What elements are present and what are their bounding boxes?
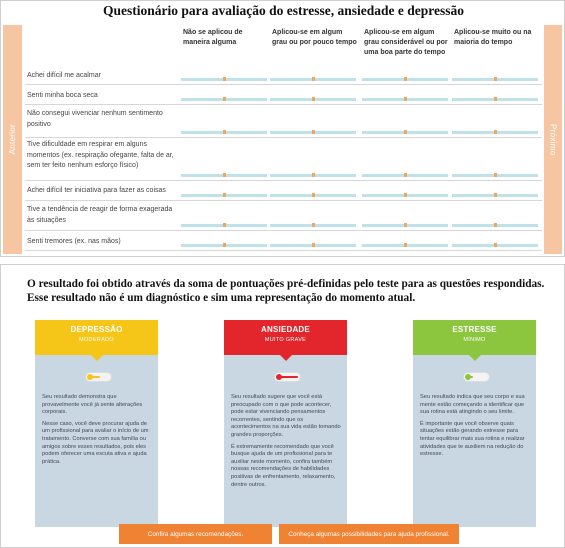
stress-card: [413, 320, 536, 527]
depression-card-header: [35, 320, 158, 355]
answer-option-slot[interactable]: [270, 244, 356, 247]
depression-card-notch: [90, 354, 104, 361]
answer-option-slot[interactable]: [362, 224, 448, 227]
question-text: Tive dificuldade em respirar em alguns momentos (ex. respiração ofegante, falta de ar, sem ter feito nenhum esforço físico): [27, 141, 174, 169]
answer-option-slot[interactable]: [362, 98, 448, 101]
answer-option-slot[interactable]: [270, 174, 356, 177]
stress-card-body: [420, 394, 532, 463]
option-marker-icon: [404, 193, 407, 197]
answer-option-slot[interactable]: [362, 131, 448, 134]
professional-help-button[interactable]: Conheça algumas possibilidades para ajuda profissional.: [279, 524, 459, 544]
stress-card-level: MÍNIMO: [463, 337, 486, 343]
answer-option-slot[interactable]: [181, 131, 267, 134]
option-marker-icon: [223, 193, 226, 197]
option-marker-icon: [404, 243, 407, 247]
answer-option-slot[interactable]: [452, 194, 538, 197]
depression-card-paragraph: Seu resultado demonstra que provavelmente você já sente alterações corporais.: [42, 394, 143, 416]
option-marker-icon: [404, 173, 407, 177]
answer-option-slot[interactable]: [270, 224, 356, 227]
option-marker-icon: [312, 223, 315, 227]
answer-option-slot[interactable]: [452, 98, 538, 101]
option-marker-icon: [404, 77, 407, 81]
question-row: [25, 181, 542, 201]
depression-card-body: [42, 394, 154, 470]
column-header-often: Aplicou-se em algum grau considerável ou por uma boa parte do tempo: [364, 29, 448, 56]
stress-card-paragraph: É importante que você observe quais situações estão gerando estresse para tentar equilibrar mais sua rotina e realizar atividades que te auxiliem na redução do estresse.: [420, 420, 525, 458]
answer-option-slot[interactable]: [181, 244, 267, 247]
option-marker-icon: [494, 97, 497, 101]
column-header-sometimes: Aplicou-se em algum grau ou por pouco tempo: [272, 29, 357, 46]
stress-card-title: ESTRESSE: [452, 325, 497, 334]
anxiety-card-paragraph: É extremamente recomendado que você busque ajuda de um profissional para te auxiliar neste momento, confira também nossas recomendações de habilidades positivas de enfrentamento, relaxamento, dentre outros.: [231, 443, 336, 488]
answer-option-slot[interactable]: [181, 224, 267, 227]
option-marker-icon: [494, 243, 497, 247]
question-text: Senti minha boca seca: [27, 92, 98, 99]
option-marker-icon: [494, 223, 497, 227]
answer-option-slot[interactable]: [362, 174, 448, 177]
answer-option-slot[interactable]: [362, 194, 448, 197]
answer-option-slot[interactable]: [181, 174, 267, 177]
question-text: Não consegui vivenciar nenhum sentimento positivo: [27, 110, 163, 128]
answer-option-slot[interactable]: [270, 131, 356, 134]
depression-card-title: DEPRESSÃO: [70, 325, 123, 334]
question-row: [25, 105, 542, 138]
option-marker-icon: [312, 77, 315, 81]
questionnaire-title: Questionário para avaliação do estresse, ansiedade e depressão: [103, 3, 464, 18]
answer-option-slot[interactable]: [270, 78, 356, 81]
question-text: Tive a tendência de reagir de forma exagerada às situações: [27, 206, 173, 224]
question-row: [25, 231, 542, 251]
option-marker-icon: [223, 77, 226, 81]
answer-option-slot[interactable]: [362, 244, 448, 247]
answer-option-slot[interactable]: [270, 194, 356, 197]
anxiety-card-header: [224, 320, 347, 355]
next-button[interactable]: [544, 25, 562, 254]
stress-card-notch: [468, 354, 482, 361]
results-panel: [0, 264, 565, 548]
column-header-never: Não se aplicou de maneira alguma: [183, 29, 243, 46]
answer-option-slot[interactable]: [452, 174, 538, 177]
option-marker-icon: [312, 130, 315, 134]
option-marker-icon: [404, 97, 407, 101]
answer-option-slot[interactable]: [452, 78, 538, 81]
anxiety-card: [224, 320, 347, 527]
answer-option-slot[interactable]: [181, 98, 267, 101]
option-marker-icon: [223, 97, 226, 101]
thermometer-icon: [85, 372, 112, 382]
next-button-label: Próximo: [548, 123, 558, 156]
question-text: Achei difícil me acalmar: [27, 72, 101, 79]
previous-button[interactable]: [3, 25, 22, 254]
question-text: Achei difícil ter iniciativa para fazer as coisas: [27, 187, 166, 194]
anxiety-card-title: ANSIEDADE: [261, 325, 310, 334]
question-text: Senti tremores (ex. nas mãos): [27, 238, 121, 245]
anxiety-card-level: MUITO GRAVE: [264, 337, 307, 343]
anxiety-card-body: [231, 394, 343, 493]
previous-button-label: Anterior: [8, 124, 17, 155]
option-marker-icon: [312, 243, 315, 247]
question-row: [25, 201, 542, 231]
option-marker-icon: [223, 130, 226, 134]
answer-option-slot[interactable]: [362, 78, 448, 81]
option-marker-icon: [494, 130, 497, 134]
question-row: [25, 85, 542, 105]
option-marker-icon: [223, 173, 226, 177]
answer-option-slot[interactable]: [452, 224, 538, 227]
option-marker-icon: [223, 243, 226, 247]
option-marker-icon: [494, 173, 497, 177]
option-marker-icon: [494, 77, 497, 81]
answer-option-slot[interactable]: [452, 131, 538, 134]
option-marker-icon: [404, 130, 407, 134]
stress-card-header: [413, 320, 536, 355]
answer-option-slot[interactable]: [452, 244, 538, 247]
answer-option-slot[interactable]: [270, 98, 356, 101]
answer-option-slot[interactable]: [181, 78, 267, 81]
questionnaire-panel: [0, 0, 565, 257]
stress-card-paragraph: Seu resultado indica que seu corpo e sua mente estão começando a identificar que sua rotina está atingindo o seu limite.: [420, 394, 525, 416]
option-marker-icon: [312, 97, 315, 101]
anxiety-card-paragraph: Seu resultado sugere que você está preocupado com o que pode acontecer, pode estar vivenciando pensamentos recorrentes, sentindo que os acontecimentos na sua vida estão tomando grandes proporções.: [231, 394, 341, 438]
results-intro: O resultado foi obtido através da soma de pontuações pré-definidas pelo teste para as questões respondidas. Esse resultado não é um diagnóstico e sim uma representação do momento atual.: [27, 278, 545, 304]
option-marker-icon: [404, 223, 407, 227]
depression-card: [35, 320, 158, 527]
depression-card-paragraph: Nesse caso, você deve procurar ajuda de um profissional para avaliar o início de um tratamento. Converse com sua família ou amigos sobre esses resultados, pois eles podem oferecer uma escuta ativa e ajuda prática.: [42, 420, 149, 465]
question-row: [25, 138, 542, 181]
thermometer-icon: [274, 372, 301, 382]
option-marker-icon: [312, 173, 315, 177]
recommendations-button[interactable]: Confira algumas recomendações.: [119, 524, 272, 544]
option-marker-icon: [223, 223, 226, 227]
depression-card-level: MODERADO: [79, 337, 114, 343]
option-marker-icon: [312, 193, 315, 197]
answer-option-slot[interactable]: [181, 194, 267, 197]
option-marker-icon: [494, 193, 497, 197]
thermometer-icon: [463, 372, 490, 382]
question-row: [25, 65, 542, 85]
column-header-most: Aplicou-se muito ou na maioria do tempo: [454, 29, 532, 46]
anxiety-card-notch: [279, 354, 293, 361]
